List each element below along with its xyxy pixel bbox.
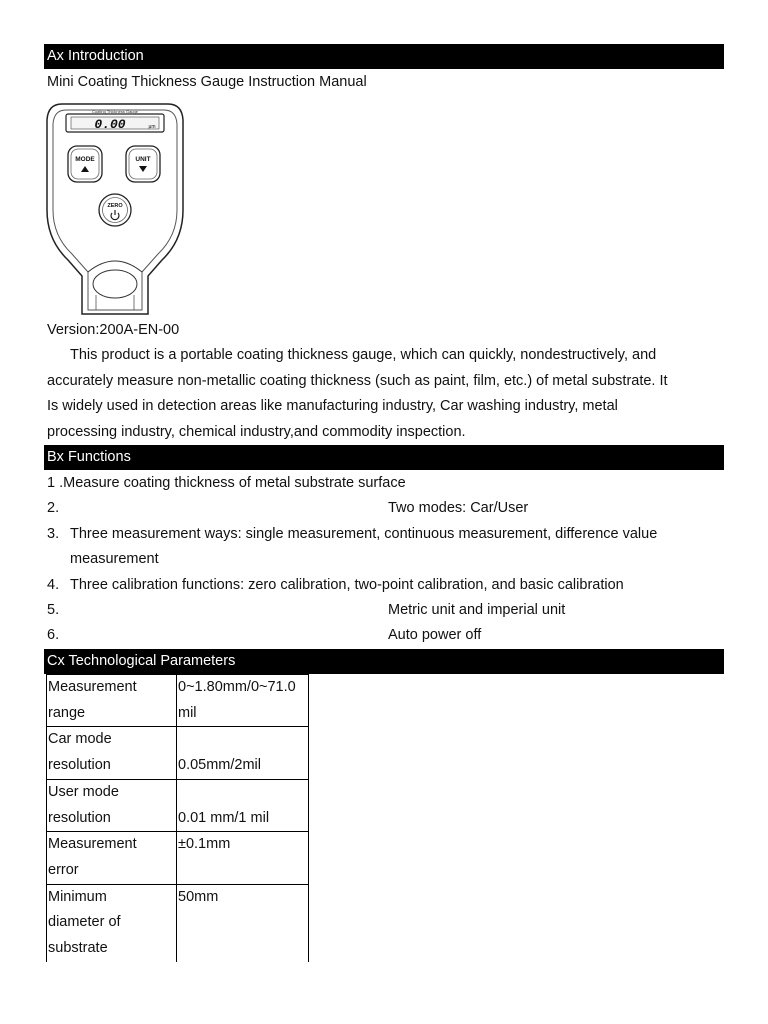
section-heading-introduction: Ax Introduction [44,44,724,69]
param-value: ±0.1mm [178,836,231,853]
param-value-cell [177,779,309,831]
param-label: error [48,861,79,878]
param-label-cell [47,884,177,962]
param-label: diameter of [48,914,121,931]
param-value-cell [177,675,309,727]
param-label: Measurement [48,836,137,853]
table-row [47,727,309,779]
param-label: range [48,704,86,721]
function-item-3-text-continued: measurement [70,551,159,567]
function-item-2-text: Two modes: Car/User [388,500,529,516]
param-value: 0.01 mm/1 mil [178,809,270,826]
param-label-cell [47,779,177,831]
function-item-4-number: 4. [47,577,60,593]
param-label: Minimum [48,888,107,905]
param-value-cell [177,884,309,962]
param-label: resolution [48,809,111,826]
table-row [47,779,309,831]
param-value: 0~1.80mm/0~71.0 [178,679,296,695]
intro-paragraph-line-3: Is widely used in detection areas like manufacturing industry, Car washing industry, metal [47,398,618,414]
param-label: substrate [48,940,108,957]
device-display-unit: μm [148,124,156,130]
mode-button-label: MODE [75,156,95,163]
param-label: User mode [48,783,119,800]
function-item-5-number: 5. [47,602,60,618]
param-label: Car mode [48,731,112,748]
version-label: Version:200A-EN-00 [47,322,180,338]
function-item-6-text: Auto power off [388,627,482,643]
unit-button-label: UNIT [135,156,151,163]
param-value [178,858,308,884]
function-item-3-text: Three measurement ways: single measurement, continuous measurement, difference value [70,526,658,542]
table-row [47,832,309,884]
param-label-cell [47,727,177,779]
param-label-cell [47,832,177,884]
param-value [178,780,308,806]
intro-paragraph-line-1: This product is a portable coating thickness gauge, which can quickly, nondestructively, and [70,347,657,363]
gauge-device-illustration [44,100,186,318]
parameters-table [46,674,309,962]
device-display-value: 0.00 [94,117,126,132]
param-label: Measurement [48,679,137,695]
zero-button-label: ZERO [107,203,123,209]
intro-paragraph-line-2: accurately measure non-metallic coating thickness (such as paint, film, etc.) of metal substrate. It [47,373,668,389]
param-value: 0.05mm/2mil [178,757,261,774]
function-item-3-number: 3. [47,526,60,542]
function-item-2-number: 2. [47,500,60,516]
table-row [47,675,309,727]
section-heading-parameters: Cx Technological Parameters [44,649,724,674]
intro-paragraph-line-4: processing industry, chemical industry,and commodity inspection. [47,424,466,440]
device-top-label: Coating Thickness Gauge [92,109,138,114]
function-item-6-number: 6. [47,627,60,643]
param-value: mil [178,704,197,721]
function-item-5-text: Metric unit and imperial unit [388,602,566,618]
param-value: 50mm [178,888,219,905]
table-row [47,884,309,962]
param-label: resolution [48,757,111,774]
param-label-cell [47,675,177,727]
param-value [178,727,308,753]
param-value-cell [177,832,309,884]
function-item-1: 1 .Measure coating thickness of metal substrate surface [47,475,406,491]
function-item-4-text: Three calibration functions: zero calibration, two-point calibration, and basic calibration [70,577,624,593]
param-value-cell [177,727,309,779]
manual-title: Mini Coating Thickness Gauge Instruction Manual [47,74,367,90]
section-heading-functions: Bx Functions [44,445,724,470]
